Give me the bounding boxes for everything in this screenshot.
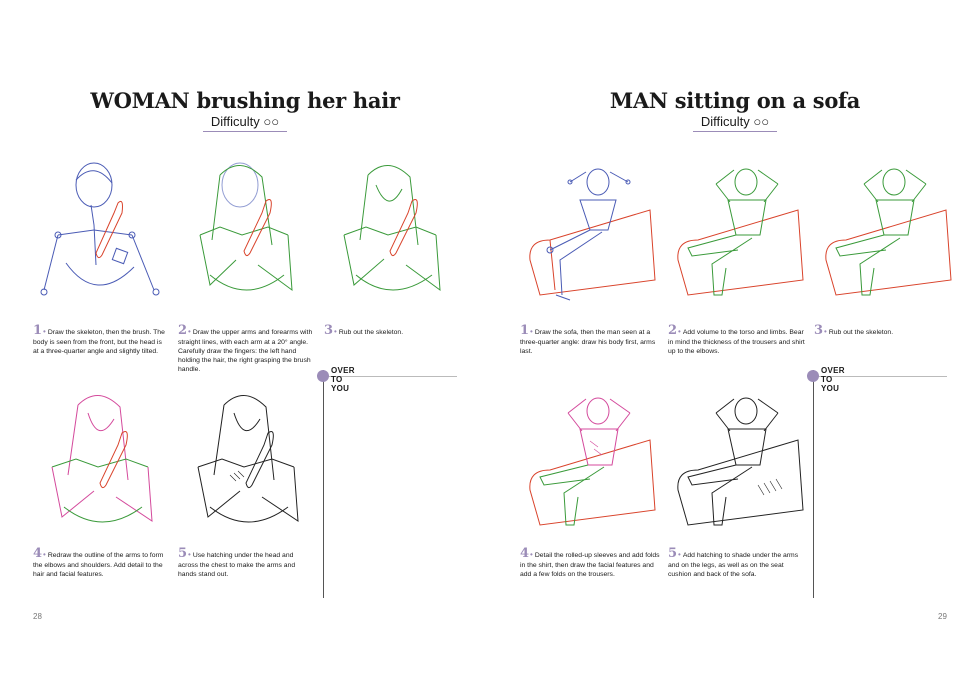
man-step1-skeleton-drawing — [520, 160, 660, 305]
woman-step-3-instruction: 3• Rub out the skeleton. — [324, 323, 404, 338]
page-number: 29 — [938, 612, 947, 621]
woman-step-5-instruction: 5• Use hatching under the head and across the chest to make the arms and hands stand out. — [178, 546, 296, 579]
man-step5-final-drawing — [668, 385, 808, 535]
section-bullet-icon — [807, 370, 819, 382]
woman-step1-skeleton-drawing — [36, 155, 168, 305]
page-number: 28 — [33, 612, 42, 621]
woman-step2-arms-drawing — [180, 155, 314, 305]
man-step2-volume-drawing — [668, 160, 808, 305]
woman-step-4-instruction: 4• Redraw the outline of the arms to form the elbows and shoulders. Add detail to the hair and facial features. — [33, 546, 164, 579]
left-page: WOMAN brushing her hair Difficulty ○○ 1• Draw the skeleton, then the brush. The body is seen from the front, but the head is at a three-quarter angle and slightly tilted. 2• Draw the upper arms and forearms with straight lines, with each arm at a 20° angle. Carefully draw the fingers: the left hand holding the hair, the right grasping the brush handle. 3• Rub out the skeleton. OVER TO YOU 4• Redraw the outline of the arms to form the elbows and shoulders. Add detail to the hair and facial features. 5• Use hatching under the head and across the chest to make the arms and hands stand out. 28 — [0, 0, 490, 700]
page-title: WOMAN brushing her hair — [90, 88, 400, 113]
woman-step-2-instruction: 2• Draw the upper arms and forearms with straight lines, with each arm at a 20° angle. Carefully draw the fingers: the left hand holding the hair, the right grasping the brush handle. — [178, 323, 313, 374]
difficulty-rating: Difficulty ○○ — [490, 114, 980, 132]
man-step4-detail-drawing — [520, 385, 660, 535]
section-bullet-icon — [317, 370, 329, 382]
right-page: MAN sitting on a sofa Difficulty ○○ 1• Draw the sofa, then the man seen at a three-quarter angle: draw his body first, arms last. 2• Add volume to the torso and limbs. Bear in mind the thickness of the trousers and shirt up to the elbows. 3• Rub out the skeleton. OVER TO YOU 4• Detail the rolled-up sleeves and add folds in the shirt, then draw the facial features and add a few folds on the trousers. 5• Add hatching to shade under the arms and on the legs, as well as on the seat cushion and back of the sofa. 29 — [490, 0, 980, 700]
man-step-1-instruction: 1• Draw the sofa, then the man seen at a three-quarter angle: draw his body first, arms last. — [520, 323, 656, 356]
woman-step-1-instruction: 1• Draw the skeleton, then the brush. The body is seen from the front, but the head is at a three-quarter angle and slightly tilted. — [33, 323, 165, 356]
page-title: MAN sitting on a sofa — [609, 88, 861, 113]
woman-step5-final-drawing — [180, 385, 314, 535]
man-step3-clean-drawing — [816, 160, 956, 305]
man-step-4-instruction: 4• Detail the rolled-up sleeves and add folds in the shirt, then draw the facial features and add a few folds on the trousers. — [520, 546, 660, 579]
man-step-5-instruction: 5• Add hatching to shade under the arms and on the legs, as well as on the seat cushion and back of the sofa. — [668, 546, 799, 579]
man-step-3-instruction: 3• Rub out the skeleton. — [814, 323, 894, 338]
woman-step4-outline-drawing — [36, 385, 168, 535]
man-step-2-instruction: 2• Add volume to the torso and limbs. Bear in mind the thickness of the trousers and shirt up to the elbows. — [668, 323, 805, 356]
woman-step3-clean-drawing — [326, 155, 460, 305]
difficulty-rating: Difficulty ○○ — [0, 114, 490, 132]
